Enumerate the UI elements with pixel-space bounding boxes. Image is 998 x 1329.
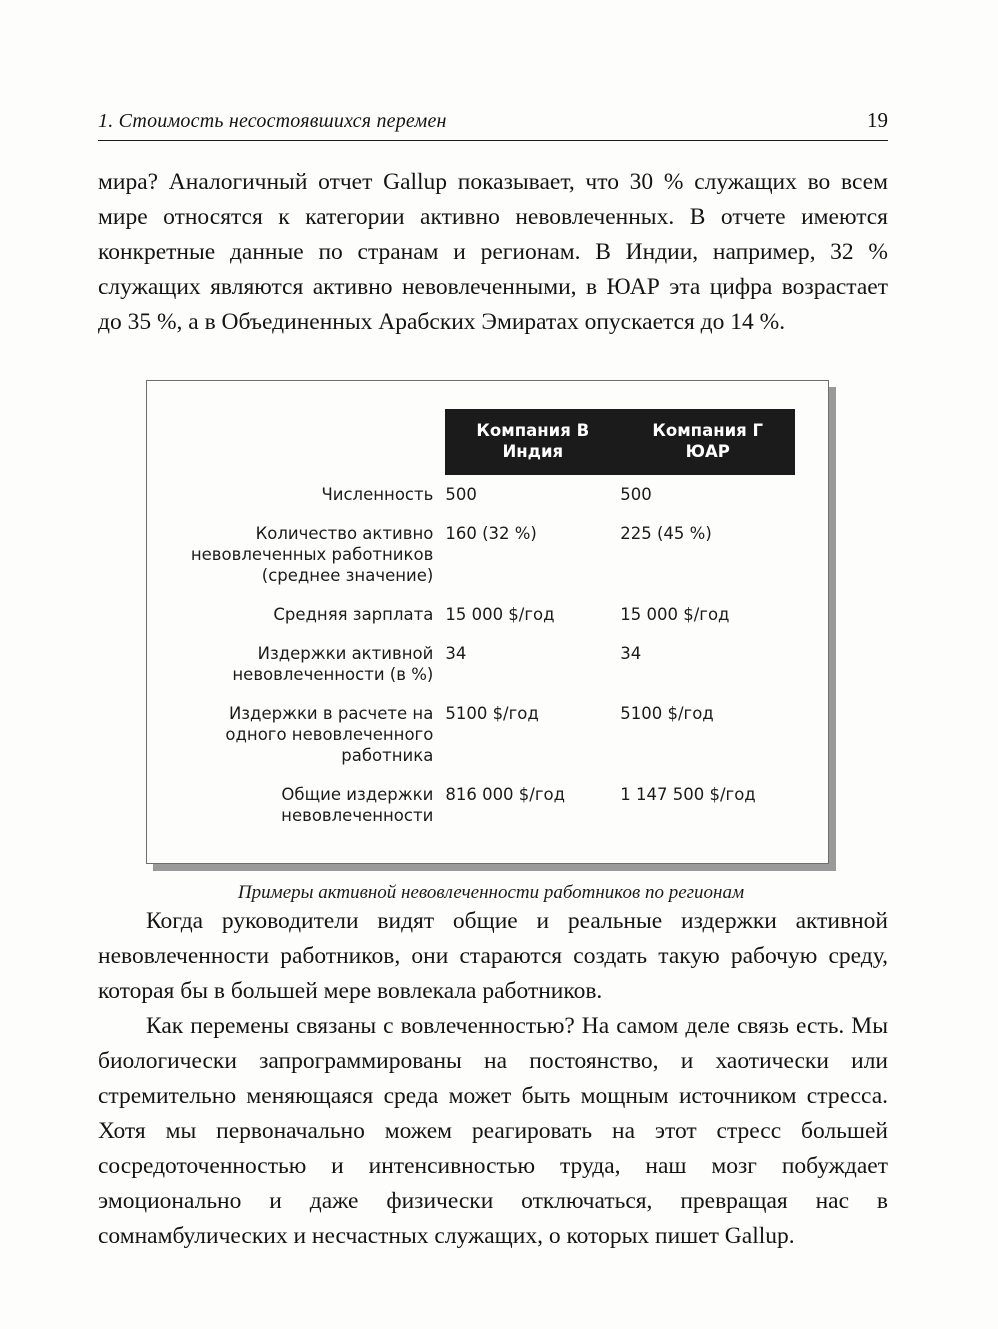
row-label: Издержки в расчете на одного невовлеченного работника: [225, 704, 434, 765]
spacer-cell: [147, 475, 170, 514]
spacer-cell: [795, 381, 828, 410]
spacer-cell: [795, 775, 828, 835]
spacer-cell: [147, 409, 170, 475]
row-label: Количество активно невовлеченных работников (среднее значение): [190, 524, 434, 585]
row-value-b: 500: [445, 485, 477, 504]
spacer-cell: [795, 634, 828, 694]
paragraph-1: мира? Аналогичный отчет Gallup показывает, что 30 % служащих во всем мире относятся к категории активно невовлеченных. В отчете имеются конкретные данные по странам и регионам. В Индии, например, 32 % служащих являются активно невовлеченными, в ЮАР эта цифра возрастает до 35 %, а в Объединенных Арабских Эмиратах опускается до 14 %.: [98, 169, 888, 335]
row-value-b: 15 000 $/год: [445, 605, 555, 624]
row-value-c: 15 000 $/год: [620, 605, 730, 624]
running-head: [98, 108, 888, 141]
table-header-company-b: [445, 409, 620, 475]
table-top-spacer: [147, 381, 829, 410]
spacer-cell: [147, 514, 170, 595]
table-row: [147, 634, 829, 694]
page-content: [98, 108, 888, 1254]
row-value-b: 816 000 $/год: [445, 785, 566, 804]
engagement-cost-table: [146, 380, 829, 864]
row-value-c: 225 (45 %): [620, 524, 712, 543]
spacer-cell: [795, 409, 828, 475]
spacer-cell: [147, 835, 170, 864]
row-value-c: 1 147 500 $/год: [620, 785, 756, 804]
table-header-company-c: [620, 409, 795, 475]
row-value-c: 5100 $/год: [620, 704, 714, 723]
spacer-cell: [147, 694, 170, 775]
page-number: 19: [867, 108, 888, 132]
row-value-b: 5100 $/год: [445, 704, 539, 723]
header-empty-cell: [169, 409, 445, 475]
spacer-cell: [147, 775, 170, 835]
header-b-line1: Компания В: [476, 421, 590, 440]
spacer-cell: [620, 381, 795, 410]
header-c-line1: Компания Г: [652, 421, 764, 440]
spacer-cell: [795, 694, 828, 775]
row-value-c: 34: [620, 644, 642, 663]
table-row: [147, 595, 829, 634]
spacer-cell: [147, 634, 170, 694]
header-b-line2: Индия: [502, 442, 564, 461]
spacer-cell: [795, 595, 828, 634]
paragraph-3: Как перемены связаны с вовлеченностью? На самом деле связь есть. Мы биологически запрограммированы на постоянство, и хаотически или стремительно меняющаяся среда может быть мощным источником стресса. Хотя мы первоначально можем реагировать на этот стресс большей сосредоточенностью и интенсивностью труда, наш мозг побуждает эмоционально и даже физически отключаться, превращая нас в сомнамбулических и несчастных служащих, о которых пишет Gallup.: [98, 1013, 888, 1249]
spacer-cell: [169, 835, 445, 864]
row-label: Численность: [321, 485, 434, 504]
running-head-title: 1. Стоимость несостоявшихся перемен: [98, 110, 447, 132]
table-row: [147, 775, 829, 835]
spacer-cell: [620, 835, 795, 864]
table-row: [147, 514, 829, 595]
table-header-row: [147, 409, 829, 475]
table-row: [147, 694, 829, 775]
spacer-cell: [147, 381, 170, 410]
spacer-cell: [795, 514, 828, 595]
spacer-cell: [445, 835, 620, 864]
spacer-cell: [795, 835, 828, 864]
spacer-cell: [795, 475, 828, 514]
header-c-line2: ЮАР: [685, 442, 730, 461]
row-value-b: 34: [445, 644, 467, 663]
row-label: Общие издержки невовлеченности: [281, 785, 434, 825]
row-label: Средняя зарплата: [273, 605, 434, 624]
row-label: Издержки активной невовлеченности (в %): [232, 644, 434, 684]
table-row: [147, 475, 829, 514]
table-caption: Примеры активной невовлеченности работников по регионам: [237, 882, 745, 903]
figure-table: [146, 380, 836, 864]
table-bottom-spacer: [147, 835, 829, 864]
paragraph-2: Когда руководители видят общие и реальные издержки активной невовлеченности работников, они стараются создать такую рабочую среду, которая бы в большей мере вовлекала работников.: [98, 908, 888, 1004]
row-value-c: 500: [620, 485, 652, 504]
spacer-cell: [147, 595, 170, 634]
spacer-cell: [169, 381, 445, 410]
spacer-cell: [445, 381, 620, 410]
row-value-b: 160 (32 %): [445, 524, 537, 543]
